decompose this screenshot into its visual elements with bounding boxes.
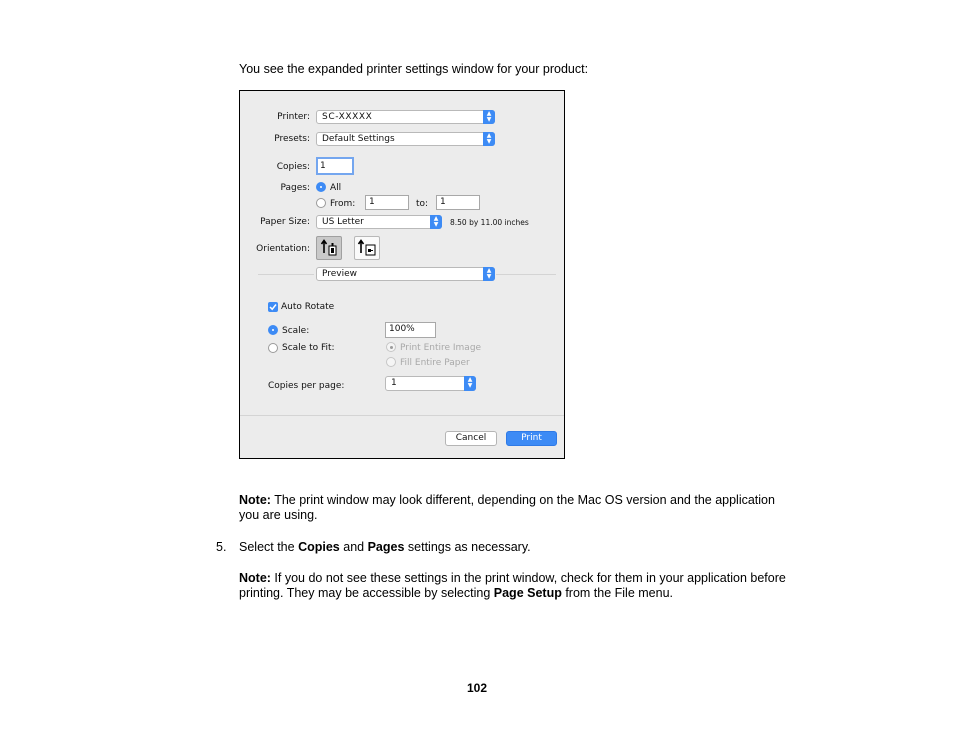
paper-size-label: Paper Size:	[260, 217, 310, 227]
landscape-orientation-icon	[355, 237, 379, 259]
paper-size-value: US Letter	[322, 217, 364, 227]
popup-arrows-icon: ▲ ▼	[464, 376, 476, 391]
note-2-line2-post: from the File menu.	[561, 586, 673, 600]
auto-rotate-label: Auto Rotate	[281, 302, 335, 312]
print-entire-image-label: Print Entire Image	[400, 343, 482, 353]
page-number: 102	[466, 681, 488, 695]
pages-to-field[interactable]: 1	[436, 195, 480, 210]
step-5-pages: Pages	[367, 540, 405, 554]
orientation-landscape-button[interactable]	[354, 236, 380, 260]
cancel-button[interactable]: Cancel	[445, 431, 497, 446]
step-5-copies: Copies	[298, 540, 340, 554]
presets-value: Default Settings	[322, 134, 395, 144]
popup-arrows-icon: ▲ ▼	[430, 215, 442, 229]
scale-label: Scale:	[282, 326, 310, 336]
step-5-post: settings as necessary.	[404, 540, 531, 554]
note-2-page-setup: Page Setup	[493, 586, 562, 600]
note-2-line2-pre: printing. They may be accessible by selecting	[239, 586, 494, 600]
section-popup[interactable]	[316, 267, 495, 281]
note-2-line1: If you do not see these settings in the print window, check for them in your application before	[270, 571, 786, 585]
auto-rotate-checkbox[interactable]	[268, 302, 278, 312]
divider	[496, 274, 556, 275]
print-button[interactable]: Print	[506, 431, 557, 446]
printer-value: SC-XXXXX	[322, 112, 373, 122]
scale-to-fit-radio[interactable]	[268, 343, 278, 353]
copies-label: Copies:	[276, 162, 310, 172]
copies-per-page-label: Copies per page:	[268, 381, 345, 391]
copies-per-page-popup[interactable]	[385, 376, 476, 391]
intro-text: You see the expanded printer settings window for your product:	[239, 62, 589, 76]
popup-arrows-icon: ▲ ▼	[483, 132, 495, 146]
portrait-orientation-icon	[317, 237, 341, 259]
print-dialog	[239, 90, 565, 459]
pages-all-label: All	[330, 183, 342, 193]
orientation-portrait-button[interactable]	[316, 236, 342, 260]
scale-to-fit-label: Scale to Fit:	[282, 343, 335, 353]
section-value: Preview	[322, 269, 358, 279]
printer-label: Printer:	[277, 112, 310, 122]
fill-entire-paper-radio[interactable]	[386, 357, 396, 367]
divider	[258, 274, 314, 275]
pages-from-field[interactable]: 1	[365, 195, 409, 210]
note-1	[239, 493, 839, 523]
step-5-number: 5.	[216, 540, 227, 554]
fill-entire-paper-label: Fill Entire Paper	[400, 358, 470, 368]
note-1-line1: The print window may look different, depending on the Mac OS version and the application	[270, 493, 775, 507]
pages-label: Pages:	[280, 183, 310, 193]
paper-size-dimensions: 8.50 by 11.00 inches	[450, 218, 529, 227]
note-1-label: Note:	[239, 493, 271, 507]
copies-per-page-value: 1	[391, 378, 397, 388]
popup-arrows-icon: ▲ ▼	[483, 110, 495, 124]
paper-size-popup[interactable]	[316, 215, 442, 229]
pages-to-label: to:	[416, 199, 429, 209]
presets-label: Presets:	[274, 134, 310, 144]
scale-radio[interactable]	[268, 325, 278, 335]
divider	[240, 415, 565, 416]
orientation-label: Orientation:	[256, 244, 310, 254]
step-5-pre: Select the	[239, 540, 299, 554]
note-1-line2: you are using.	[239, 508, 318, 522]
step-5-mid: and	[339, 540, 368, 554]
note-2-label: Note:	[239, 571, 271, 585]
pages-from-label: From:	[330, 199, 356, 209]
checkmark-icon	[269, 303, 277, 311]
presets-popup[interactable]	[316, 132, 495, 146]
popup-arrows-icon: ▲ ▼	[483, 267, 495, 281]
pages-from-radio[interactable]	[316, 198, 326, 208]
step-5-text	[239, 540, 531, 555]
note-2	[239, 571, 849, 601]
pages-all-radio[interactable]	[316, 182, 326, 192]
print-entire-image-radio[interactable]	[386, 342, 396, 352]
scale-field[interactable]: 100%	[385, 322, 436, 338]
copies-field[interactable]: 1	[316, 157, 354, 175]
printer-popup[interactable]	[316, 110, 495, 124]
